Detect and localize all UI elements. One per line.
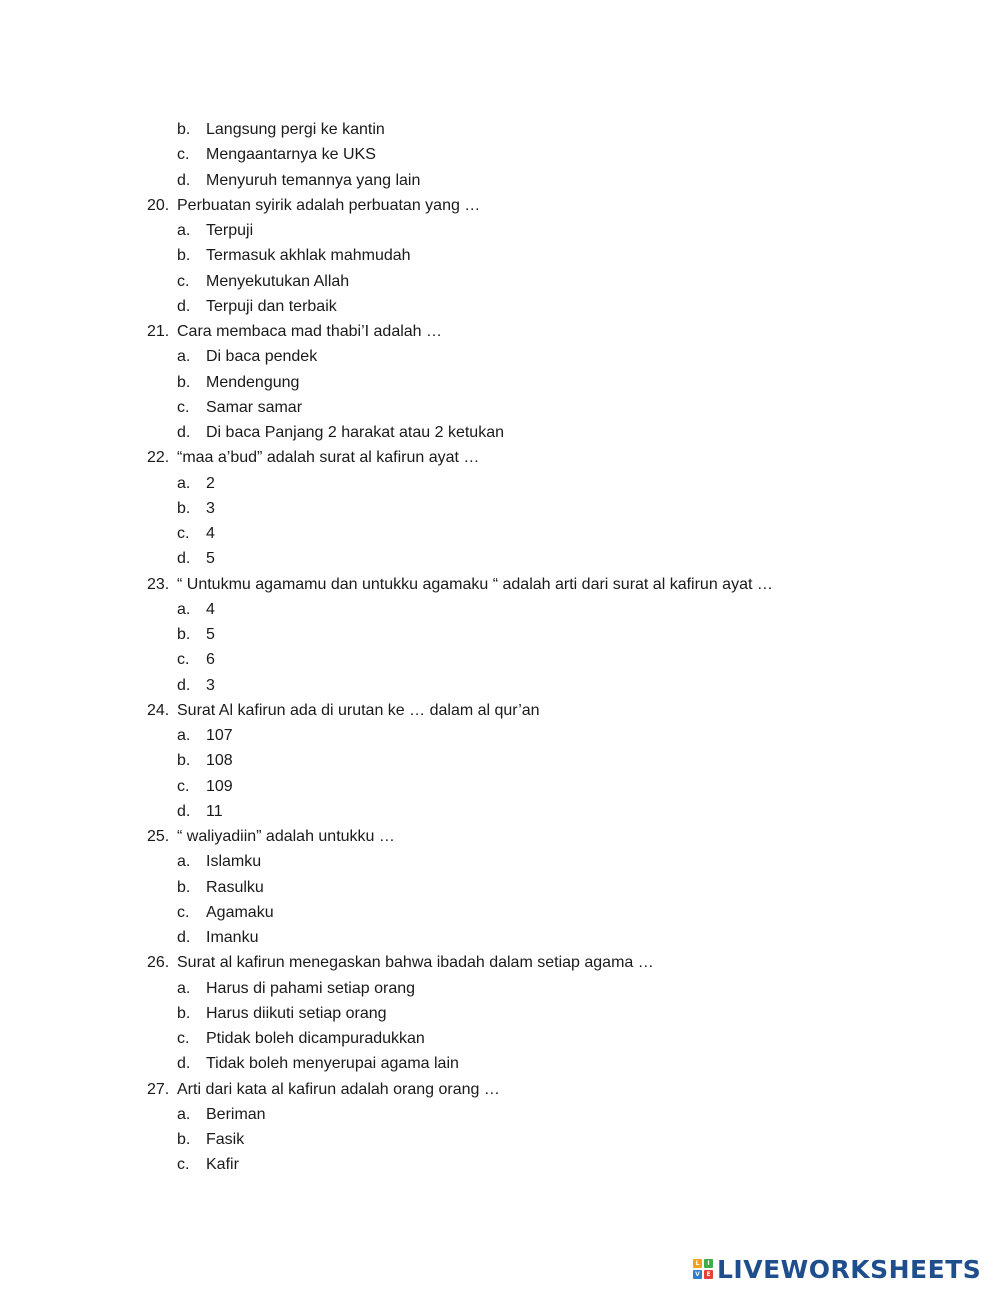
question-number: 24.	[147, 701, 170, 719]
option-letter: c.	[177, 272, 190, 290]
answer-option[interactable]	[0, 168, 1000, 193]
option-letter: a.	[177, 853, 191, 871]
option-text: 5	[206, 550, 215, 568]
question-text: “ Untukmu agamamu dan untukku agamaku “ adalah arti dari surat al kafirun ayat …	[177, 575, 773, 593]
option-text: 4	[206, 600, 215, 618]
question-number: 25.	[147, 828, 170, 845]
option-text: 3	[206, 676, 215, 694]
option-letter: a.	[177, 348, 191, 366]
answer-option[interactable]	[0, 647, 1000, 672]
option-letter: b.	[177, 121, 191, 138]
option-letter: c.	[177, 525, 190, 542]
question-item	[0, 572, 1000, 597]
option-text: Terpuji dan terbaik	[206, 297, 337, 315]
question-item	[0, 950, 1000, 975]
option-text: Mengaantarnya ke UKS	[206, 146, 376, 164]
option-letter: d.	[177, 550, 191, 568]
question-item	[0, 824, 1000, 849]
answer-option[interactable]	[0, 142, 1000, 167]
option-letter: a.	[177, 727, 191, 744]
answer-option[interactable]	[0, 976, 1000, 1001]
question-text: Cara membaca mad thabi’I adalah …	[177, 323, 443, 340]
answer-option[interactable]	[0, 1051, 1000, 1076]
option-text: Kafir	[206, 1156, 239, 1174]
answer-option[interactable]	[0, 117, 1000, 142]
answer-option[interactable]	[0, 471, 1000, 496]
question-text: “ waliyadiin” adalah untukku …	[177, 828, 395, 845]
question-item	[0, 319, 1000, 344]
option-text: Harus diikuti setiap orang	[206, 1004, 387, 1022]
answer-option[interactable]	[0, 294, 1000, 319]
option-letter: b.	[177, 1131, 191, 1148]
question-text: Arti dari kata al kafirun adalah orang orang …	[177, 1080, 500, 1098]
answer-option[interactable]	[0, 269, 1000, 294]
question-item	[0, 1077, 1000, 1102]
answer-option[interactable]	[0, 370, 1000, 395]
option-text: 107	[206, 727, 233, 744]
option-letter: a.	[177, 600, 191, 618]
answer-option[interactable]	[0, 1152, 1000, 1177]
option-letter: c.	[177, 1156, 190, 1174]
option-letter: b.	[177, 499, 191, 517]
option-letter: d.	[177, 1055, 191, 1073]
answer-option[interactable]	[0, 622, 1000, 647]
answer-option[interactable]	[0, 849, 1000, 874]
option-text: Beriman	[206, 1105, 266, 1123]
option-text: Mendengung	[206, 373, 300, 391]
option-letter: b.	[177, 247, 191, 265]
answer-option[interactable]	[0, 546, 1000, 571]
option-text: 11	[206, 802, 223, 820]
question-item	[0, 698, 1000, 723]
option-text: 2	[206, 474, 215, 492]
answer-option[interactable]	[0, 1127, 1000, 1152]
option-text: Rasulku	[206, 878, 264, 896]
question-number: 21.	[147, 323, 170, 340]
answer-option[interactable]	[0, 1102, 1000, 1127]
question-number: 22.	[147, 449, 170, 467]
option-letter: a.	[177, 474, 191, 492]
question-text: Perbuatan syirik adalah perbuatan yang …	[177, 196, 481, 214]
answer-option[interactable]	[0, 218, 1000, 243]
answer-option[interactable]	[0, 1001, 1000, 1026]
option-text: Tidak boleh menyerupai agama lain	[206, 1055, 459, 1073]
option-letter: c.	[177, 777, 190, 795]
option-text: Di baca pendek	[206, 348, 318, 366]
answer-option[interactable]	[0, 673, 1000, 698]
option-letter: c.	[177, 651, 190, 669]
option-text: Fasik	[206, 1131, 245, 1148]
question-number: 26.	[147, 954, 170, 972]
answer-option[interactable]	[0, 395, 1000, 420]
option-letter: d.	[177, 676, 191, 694]
option-letter: c.	[177, 903, 190, 921]
question-text: Surat al kafirun menegaskan bahwa ibadah dalam setiap agama …	[177, 954, 654, 972]
answer-option[interactable]	[0, 774, 1000, 799]
option-text: Agamaku	[206, 903, 274, 921]
option-text: Samar samar	[206, 398, 303, 416]
answer-option[interactable]	[0, 900, 1000, 925]
option-text: Langsung pergi ke kantin	[206, 121, 385, 138]
answer-option[interactable]	[0, 925, 1000, 950]
option-letter: b.	[177, 626, 191, 643]
option-text: Ptidak boleh dicampuradukkan	[206, 1030, 425, 1047]
logo-tile: L	[693, 1259, 702, 1268]
option-text: 3	[206, 499, 215, 517]
option-text: Terpuji	[206, 222, 254, 239]
answer-option[interactable]	[0, 344, 1000, 369]
option-letter: c.	[177, 398, 190, 416]
option-text: Menyuruh temannya yang lain	[206, 171, 421, 189]
option-text: Termasuk akhlak mahmudah	[206, 247, 411, 265]
option-letter: d.	[177, 171, 191, 189]
option-letter: b.	[177, 373, 191, 391]
answer-option[interactable]	[0, 875, 1000, 900]
option-letter: b.	[177, 752, 191, 770]
option-letter: a.	[177, 979, 191, 997]
option-letter: b.	[177, 1004, 191, 1022]
answer-option[interactable]	[0, 521, 1000, 546]
option-letter: a.	[177, 222, 191, 239]
option-letter: a.	[177, 1105, 191, 1123]
question-number: 27.	[147, 1080, 170, 1098]
option-text: Harus di pahami setiap orang	[206, 979, 416, 997]
logo-tiles-icon	[693, 1259, 713, 1279]
question-item	[0, 193, 1000, 218]
option-text: Imanku	[206, 929, 259, 946]
question-text: “maa a’bud” adalah surat al kafirun ayat …	[177, 449, 480, 467]
answer-option[interactable]	[0, 597, 1000, 622]
option-text: 108	[206, 752, 233, 770]
option-letter: d.	[177, 802, 191, 820]
question-number: 23.	[147, 575, 170, 593]
answer-option[interactable]	[0, 496, 1000, 521]
liveworksheets-logo	[693, 1254, 981, 1284]
option-letter: d.	[177, 297, 191, 315]
logo-tile: V	[693, 1270, 702, 1279]
logo-tile: E	[704, 1270, 713, 1279]
option-text: 109	[206, 777, 233, 795]
option-letter: c.	[177, 1030, 190, 1047]
answer-option[interactable]	[0, 420, 1000, 445]
answer-option[interactable]	[0, 1026, 1000, 1051]
question-text: Surat Al kafirun ada di urutan ke … dalam al qur’an	[177, 701, 540, 719]
worksheet-content	[0, 117, 1000, 1178]
answer-option[interactable]	[0, 723, 1000, 748]
logo-text: LIVEWORKSHEETS	[717, 1254, 982, 1284]
answer-option[interactable]	[0, 243, 1000, 268]
logo-tile: I	[704, 1259, 713, 1268]
option-text: Di baca Panjang 2 harakat atau 2 ketukan	[206, 424, 504, 441]
option-letter: c.	[177, 146, 190, 164]
option-text: 4	[206, 525, 215, 542]
option-letter: b.	[177, 878, 191, 896]
option-letter: d.	[177, 929, 191, 946]
option-text: 6	[206, 651, 215, 669]
option-text: Menyekutukan Allah	[206, 272, 350, 290]
question-number: 20.	[147, 196, 170, 214]
answer-option[interactable]	[0, 799, 1000, 824]
option-letter: d.	[177, 424, 191, 441]
question-item	[0, 445, 1000, 470]
option-text: Islamku	[206, 853, 262, 871]
option-text: 5	[206, 626, 215, 643]
answer-option[interactable]	[0, 748, 1000, 773]
